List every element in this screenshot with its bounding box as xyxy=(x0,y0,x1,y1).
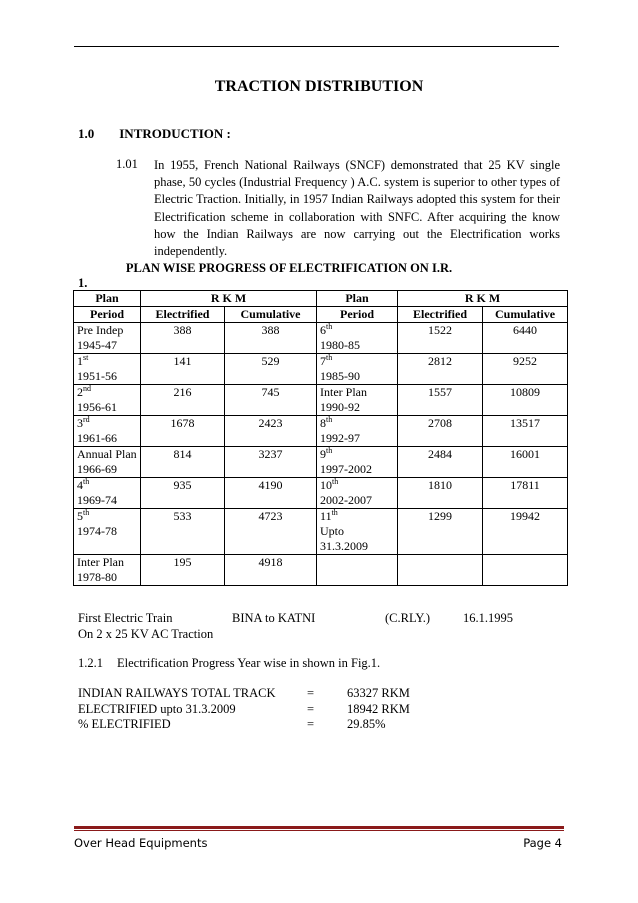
table-cell-plan: 5th xyxy=(74,509,141,525)
page-title: TRACTION DISTRIBUTION xyxy=(214,78,424,95)
footer-rule-thick xyxy=(74,826,564,829)
table-row xyxy=(74,323,568,339)
table-cell-cumulative: 2423 xyxy=(225,416,317,447)
table-cell-plan: 9th xyxy=(317,447,398,463)
intro-paragraph: In 1955, French National Railways (SNCF) demonstrated that 25 KV single phase, 50 cycles (Industrial Frequency ) A.C. system is superior to other types of Electric Traction. Initially, in 1957 Indian Railways adopted this system for their Electrification scheme in collaboration with SNFC. After acquiring the know how the Indian Railways are now carrying out the Electrification works independently. xyxy=(154,158,560,259)
table-cell-electrified: 1522 xyxy=(398,323,483,354)
table-cell-electrified: 2812 xyxy=(398,354,483,385)
first-train-route: BINA to KATNI xyxy=(232,611,316,625)
table-cell-electrified: 195 xyxy=(141,555,225,586)
table-cell-plan: 3rd xyxy=(74,416,141,432)
table-cell-plan: Inter Plan xyxy=(317,385,398,401)
col-rkm-right: R K M xyxy=(398,291,568,307)
table-row xyxy=(74,416,568,432)
table-cell-period: 1969-74 xyxy=(74,493,141,509)
table-cell-period: 1966-69 xyxy=(74,462,141,478)
first-train-label: First Electric Train xyxy=(78,611,173,625)
table-cell-cumulative: 529 xyxy=(225,354,317,385)
header-rule xyxy=(74,46,559,47)
table-cell-cumulative: 19942 xyxy=(483,509,568,555)
table-heading-text: PLAN WISE PROGRESS OF ELECTRIFICATION ON I.R. xyxy=(125,261,453,275)
table-cell-plan: Pre Indep xyxy=(74,323,141,339)
list-number: 1. xyxy=(78,276,88,290)
col-rkm-left: R K M xyxy=(141,291,317,307)
table-cell-cumulative: 17811 xyxy=(483,478,568,509)
table-cell-period: 1951-56 xyxy=(74,369,141,385)
stat-label: ELECTRIFIED upto 31.3.2009 xyxy=(78,702,236,716)
table-cell-electrified: 1810 xyxy=(398,478,483,509)
table-cell-electrified: 2484 xyxy=(398,447,483,478)
table-cell-electrified: 1678 xyxy=(141,416,225,447)
table-cell-plan: 1st xyxy=(74,354,141,370)
table-row xyxy=(74,354,568,370)
table-cell-cumulative: 3237 xyxy=(225,447,317,478)
table-cell-plan: 7th xyxy=(317,354,398,370)
col-period-right: Period xyxy=(317,307,398,323)
col-plan-left: Plan xyxy=(74,291,141,307)
table-cell-period: 1956-61 xyxy=(74,400,141,416)
table-cell-period: 1990-92 xyxy=(317,400,398,416)
footer-page-number: Page 4 xyxy=(523,836,562,850)
section-label: INTRODUCTION : xyxy=(119,126,231,141)
stat-value: 18942 RKM xyxy=(347,702,410,716)
table-cell-plan: 6th xyxy=(317,323,398,339)
table-cell-cumulative: 16001 xyxy=(483,447,568,478)
table-cell-cumulative: 745 xyxy=(225,385,317,416)
stat-equals: = xyxy=(307,702,315,716)
paragraph-number: 1.01 xyxy=(116,157,138,171)
stat-value: 29.85% xyxy=(347,717,386,731)
section-heading xyxy=(78,126,231,142)
table-cell-cumulative: 4723 xyxy=(225,509,317,555)
col-plan-right: Plan xyxy=(317,291,398,307)
col-cumulative-right: Cumulative xyxy=(483,307,568,323)
table-header-row xyxy=(74,291,568,307)
table-cell-cumulative: 6440 xyxy=(483,323,568,354)
table-cell-cumulative: 4918 xyxy=(225,555,317,586)
table-cell-electrified: 935 xyxy=(141,478,225,509)
table-cell-period: Upto 31.3.2009 xyxy=(317,524,398,555)
table-row xyxy=(74,478,568,494)
stat-value: 63327 RKM xyxy=(347,686,410,700)
table-cell-cumulative: 388 xyxy=(225,323,317,354)
table-subheader-row xyxy=(74,307,568,323)
table-cell-cumulative: 10809 xyxy=(483,385,568,416)
table-cell-period: 1974-78 xyxy=(74,524,141,555)
table-row xyxy=(74,447,568,463)
table-cell-period: 1945-47 xyxy=(74,338,141,354)
table-cell-cumulative xyxy=(483,555,568,586)
table-cell-electrified: 1557 xyxy=(398,385,483,416)
table-cell-period xyxy=(317,570,398,586)
col-electrified-right: Electrified xyxy=(398,307,483,323)
table-cell-electrified: 216 xyxy=(141,385,225,416)
col-cumulative-left: Cumulative xyxy=(225,307,317,323)
table-cell-cumulative: 9252 xyxy=(483,354,568,385)
table-row xyxy=(74,509,568,525)
table-cell-cumulative: 4190 xyxy=(225,478,317,509)
table-cell-electrified: 2708 xyxy=(398,416,483,447)
section-number: 1.0 xyxy=(78,126,95,141)
table-heading xyxy=(0,261,638,276)
footer-rule-thin xyxy=(74,830,564,831)
table-cell-electrified: 141 xyxy=(141,354,225,385)
first-train-traction: On 2 x 25 KV AC Traction xyxy=(78,627,214,641)
fig-note-text: Electrification Progress Year wise in shown in Fig.1. xyxy=(117,656,381,670)
table-cell-electrified xyxy=(398,555,483,586)
first-train-date: 16.1.1995 xyxy=(463,611,513,625)
table-cell-plan: 8th xyxy=(317,416,398,432)
table-cell-electrified: 533 xyxy=(141,509,225,555)
table-cell-plan: 2nd xyxy=(74,385,141,401)
table-cell-plan: 11th xyxy=(317,509,398,525)
table-cell-plan xyxy=(317,555,398,571)
table-cell-electrified: 814 xyxy=(141,447,225,478)
table-cell-period: 2002-2007 xyxy=(317,493,398,509)
table-row xyxy=(74,385,568,401)
table-cell-period: 1961-66 xyxy=(74,431,141,447)
progress-table xyxy=(73,290,568,586)
stat-equals: = xyxy=(307,686,315,700)
stat-label: % ELECTRIFIED xyxy=(78,717,171,731)
col-period-left: Period xyxy=(74,307,141,323)
table-cell-cumulative: 13517 xyxy=(483,416,568,447)
table-cell-electrified: 1299 xyxy=(398,509,483,555)
table-cell-plan: 4th xyxy=(74,478,141,494)
table-cell-plan: Inter Plan xyxy=(74,555,141,571)
table-cell-period: 1980-85 xyxy=(317,338,398,354)
table-row xyxy=(74,555,568,571)
stat-label: INDIAN RAILWAYS TOTAL TRACK xyxy=(78,686,276,700)
table-cell-plan: Annual Plan xyxy=(74,447,141,463)
table-cell-period: 1985-90 xyxy=(317,369,398,385)
stat-equals: = xyxy=(307,717,315,731)
table-cell-period: 1997-2002 xyxy=(317,462,398,478)
footer-title: Over Head Equipments xyxy=(74,836,208,850)
col-electrified-left: Electrified xyxy=(141,307,225,323)
table-cell-period: 1992-97 xyxy=(317,431,398,447)
fig-note-number: 1.2.1 xyxy=(78,656,103,670)
first-train-railway: (C.RLY.) xyxy=(385,611,431,625)
table-cell-plan: 10th xyxy=(317,478,398,494)
table-cell-period: 1978-80 xyxy=(74,570,141,586)
table-cell-electrified: 388 xyxy=(141,323,225,354)
